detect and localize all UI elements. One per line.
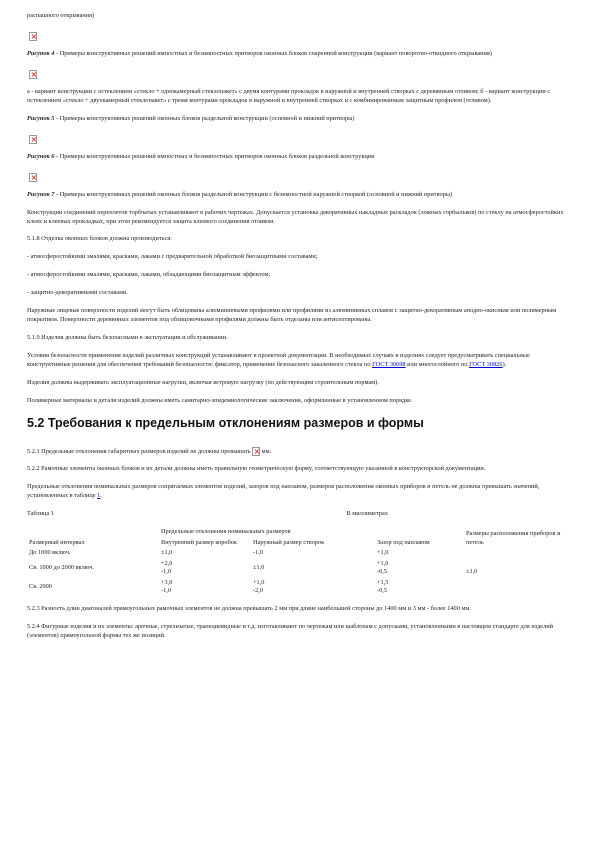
header-sash: Наружный размер створок xyxy=(253,538,325,546)
figure-4-image xyxy=(27,30,568,50)
header-group: Предельные отклонения номинальных размеров xyxy=(161,528,291,536)
figure-7-caption: Рисунок 7 - Примеры конструктивных решений оконных блоков раздельной конструкции с безимпостной наружной створкой (основной и нижний притворы) xyxy=(27,190,453,198)
header-box: Внутренний размер коробок xyxy=(161,538,237,546)
table-row: Св. 2000 +3,0 -1,0 +1,0 -2,0 +1,5 -0,5 xyxy=(29,578,389,595)
table-row: Св. 1000 до 2000 включ. +2,0 -1,0 ±1,0 +1,0 -0,5 ±1,0 xyxy=(29,559,478,576)
header-interval: Размерный интервал xyxy=(29,538,85,546)
figure-4-image-2 xyxy=(27,68,568,88)
figure-4-caption: Рисунок 4 - Примеры конструктивных решений импостных и безимпостных притворов оконных блоков спаренной конструкции (вариант поворотно-откидного открывания) xyxy=(27,49,492,57)
header-gap: Зазор под наплавом xyxy=(377,538,430,546)
gost-30826-link[interactable]: ГОСТ 30826 xyxy=(469,360,503,368)
table-row: До 1000 включ. ±1,0 -1,0 +1,0 xyxy=(29,549,389,557)
broken-image-icon xyxy=(252,447,260,456)
bullet-item: - защитно-декоративными составами. xyxy=(27,289,128,297)
table-header-row xyxy=(27,527,568,538)
clause-5-2-1: 5.2.1 Предельные отклонения габаритных размеров изделий не должны превышать × мм. xyxy=(27,447,568,457)
paragraph-loads: Изделия должны выдерживать эксплуатационные нагрузки, включая ветровую нагрузку (по действующим строительным нормам). xyxy=(27,378,379,386)
clause-5-2-4: 5.2.4 Фигурные изделия и их элементы: арочные, стрельчатые, трапециевидные и т.д. изготавливают по чертежам или шаблонам с допусками, установленными в настоящем стандарте для изделий (элементов) прямоугольной формы тех же позиций. xyxy=(27,622,553,639)
clause-5-2-3: 5.2.3 Разность длин диагоналей прямоугольных рамочных элементов не должна превышать 2 мм при длине наибольшей стороны до 1400 мм и 3 мм - более 1400 мм. xyxy=(27,604,471,612)
broken-image-icon xyxy=(29,135,37,144)
paragraph-surfaces: Наружные лицевые поверхности изделий могут быть облицованы алюминиевыми профилями или профилями из алюминиевых сплавов с защитно-декоративным анодно-окисным или полимерным покрытием. Поверхности деревянных элементов под облицовочными профилями должны быть отделаны или антисептированы. xyxy=(27,307,557,324)
table-caption: Таблица 1 xyxy=(27,510,54,518)
broken-image-icon xyxy=(29,173,37,182)
broken-image-icon xyxy=(29,32,37,41)
figure-6-caption: Рисунок 6 - Примеры конструктивных решений импостных и безимпостных притворов оконных блоков раздельной конструкции xyxy=(27,152,375,160)
figure-5-caption: Рисунок 5 - Примеры конструктивных решений оконных блоков раздельной конструкции (основной и нижний притворы) xyxy=(27,114,355,122)
figure-4-legend: а - вариант конструкции с остеклением «стекло + однокамерный стеклопакет» с двумя контурами прокладок в наружной и внутренней створках с деревянным отливом; б - вариант конструкции с остеклением «стекло + двухкамерный стеклопакет» с тремя контурами прокладок в наружной и внутренней створках и с комбинированным защитным профилем (отливом). xyxy=(27,87,551,104)
paragraph-joints: Конструкции соединений переплетов торбчатых устанавливают в рабочих чертежах. Допускается установка декоративных накладных раскладок (ложных горбыльков) по стеклу на атмосферостойких клеях и клеевых прокладках, при этом рекомендуется защита клеевого соединения отливом. xyxy=(27,208,564,225)
table-caption-row xyxy=(27,510,568,519)
clause-5-1-9: 5.1.9 Изделия должны быть безопасными в эксплуатации и обслуживании. xyxy=(27,334,228,342)
broken-image-icon xyxy=(29,70,37,79)
tolerance-table xyxy=(27,527,568,597)
gost-30698-link[interactable]: ГОСТ 30698 xyxy=(372,360,406,368)
document-page xyxy=(27,12,568,649)
paragraph-materials: Полимерные материалы и детали изделий должны иметь санитарно-эпидемиологические заключения, оформленные в установленном порядке. xyxy=(27,396,413,404)
figure-5-image xyxy=(27,133,568,153)
header-hardware: Размеры расположения приборов и петель xyxy=(466,530,561,546)
figure-6-image xyxy=(27,171,568,191)
bullet-item: - атмосферостойкими эмалями, красками, лаками с предварительной обработкой биозащитными составами; xyxy=(27,253,318,261)
paragraph-safety: Условия безопасности применения изделий различных конструкций устанавливают в проектной документации. В необходимых случаях в изделиях следует предусматривать специальные конструктивные решения для обеспечения требований безопасности: фиксатор, применение безопасного закаленного стекла по ГОСТ 30698 или многослойного по ГОСТ 30826). xyxy=(27,352,530,368)
bullet-item: - атмосферостойкими эмалями, красками, лаками, обладающими биозащитным эффектом; xyxy=(27,271,271,279)
table-unit: В миллиметрах xyxy=(346,510,388,518)
table-1-link[interactable]: 1 xyxy=(97,492,101,500)
paragraph-opening: распашного открывания) xyxy=(27,12,95,19)
section-heading-5-2: 5.2 Требования к предельным отклонениям размеров и формы xyxy=(27,415,424,430)
clause-5-1-8: 5.1.8 Отделка оконных блоков должна производиться: xyxy=(27,235,172,243)
clause-5-2-2: 5.2.2 Рамочные элементы оконных блоков и их детали должны иметь правильную геометрическую форму, соответствующую указанной в конструкторской документации. xyxy=(27,465,486,473)
paragraph-limits: Предельные отклонения номинальных размеров сопрягаемых элементов изделий, зазоров под наплавом, размеров расположения оконных приборов и петель не должны превышать значений, установленных в таблице 1. xyxy=(27,483,540,500)
